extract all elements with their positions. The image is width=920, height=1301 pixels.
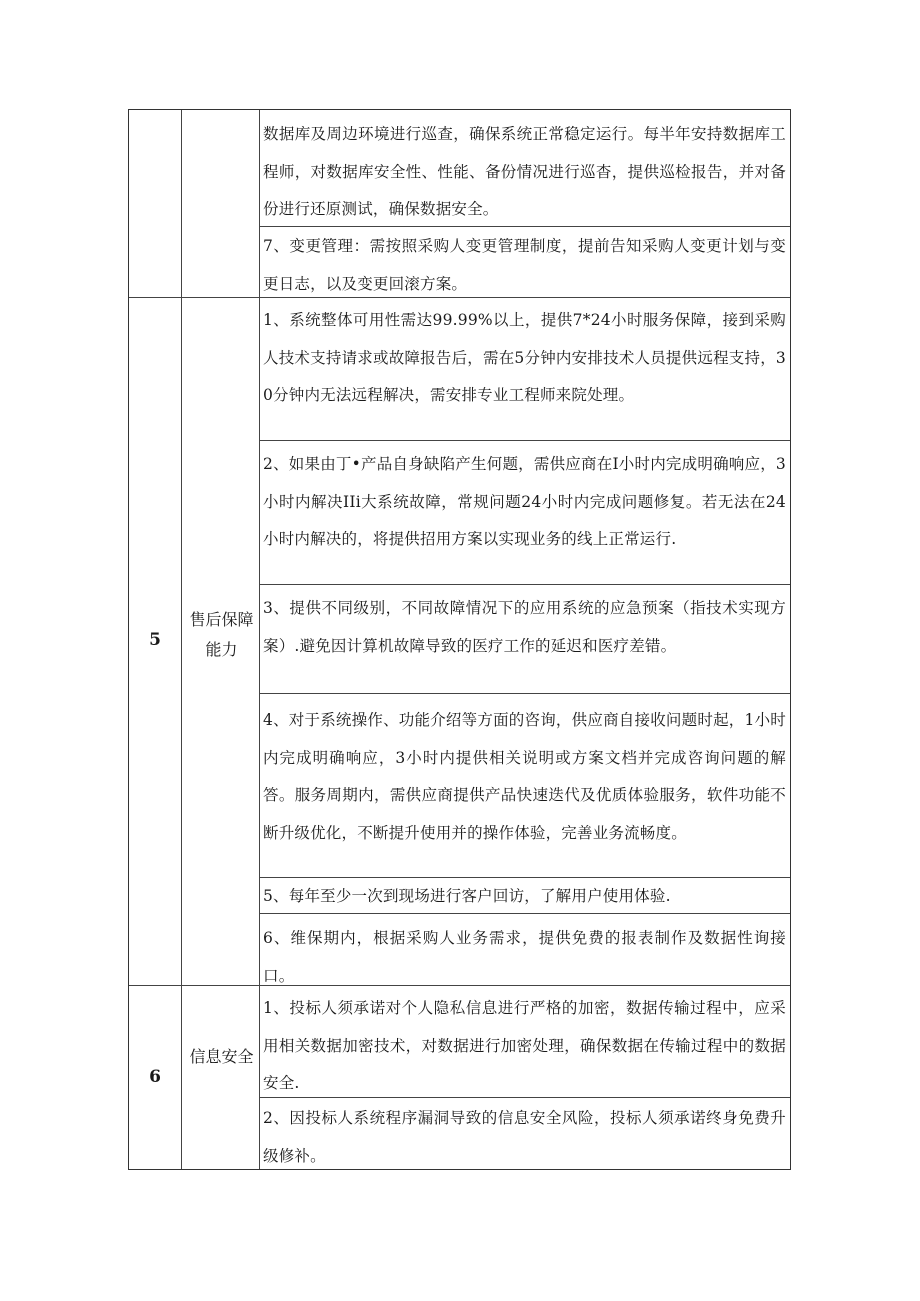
row-cell-text: 数据库及周边环境进行巡查，确保系统正常稳定运行。每半年安持数据库工程师，对数据库安全性、性能、备份情况进行巡杳，提供巡检报告，并对备份进行还原测试，确保数据安全。 [263,125,786,218]
row-cell-text: 1、投标人须承诺对个人隐私信息进行严格的加密，数据传输过程中，应采用相关数据加密技术，对数据进行加密处理，确保数据在传输过程中的数据安全. [263,999,786,1092]
row-cell-text: 2、如果由丁•产品自身缺陷产生何题，需供应商在I小时内完成明确响应，3小时内解决IIi大系统故障，常规问题24小时内完成问题修复。若无法在24小时内解决的，将提供招用方案以实现业务的线上正常运行. [263,455,786,548]
row-cell-text: 2、因投标人系统程序漏洞导致的信息安全风险，投标人须承诺终身免费升级修补。 [263,1109,786,1165]
item-divider [259,693,790,694]
row-cell-text: 1、系统整体可用性需达99.99%以上，提供7*24小时服务保障，接到采购人技术支持请求或故障报告后，需在5分钟内安排技术人员提供远程支持，30分钟内无法远程解决，需安排专业工程师来院处理。 [263,311,786,404]
column-divider [181,110,182,1169]
row-label: 信息安全 [189,1047,254,1066]
row-cell-text: 5、每年至少一次到现场进行客户回访，了解用户使用体验. [263,887,671,905]
item-divider [259,440,790,441]
item-divider [259,584,790,585]
row-cell-text: 6、维保期内，根据采购人业务需求，提供免费的报表制作及数据性询接口。 [263,929,786,985]
row-label: 售后保障能力 [189,610,254,659]
requirements-table [128,109,791,1170]
row-cell-text: 4、对于系统操作、功能介绍等方面的咨询，供应商自接收问题时起，1小时内完成明确响应，3小时内提供相关说明或方案文档并完成咨询问题的解答。服务周期内，需供应商提供产品快速迭代及优质体验服务，软件功能不断升级优化，不断提升使用并的操作体验，完善业务流畅度。 [263,711,786,842]
row-number: 5 [149,630,161,650]
row-number: 6 [149,1067,161,1087]
row-cell-text: 3、提供不同级别，不同故障情况下的应用系统的应急预案（指技术实现方案）.避免因计算机故障导致的医疗工作的延迟和医疗差错。 [263,599,786,655]
row-cell-text: 7、变更管理：需按照采购人变更管理制度，提前告知采购人变更计划与变更日志，以及变更回滚方案。 [263,237,786,293]
